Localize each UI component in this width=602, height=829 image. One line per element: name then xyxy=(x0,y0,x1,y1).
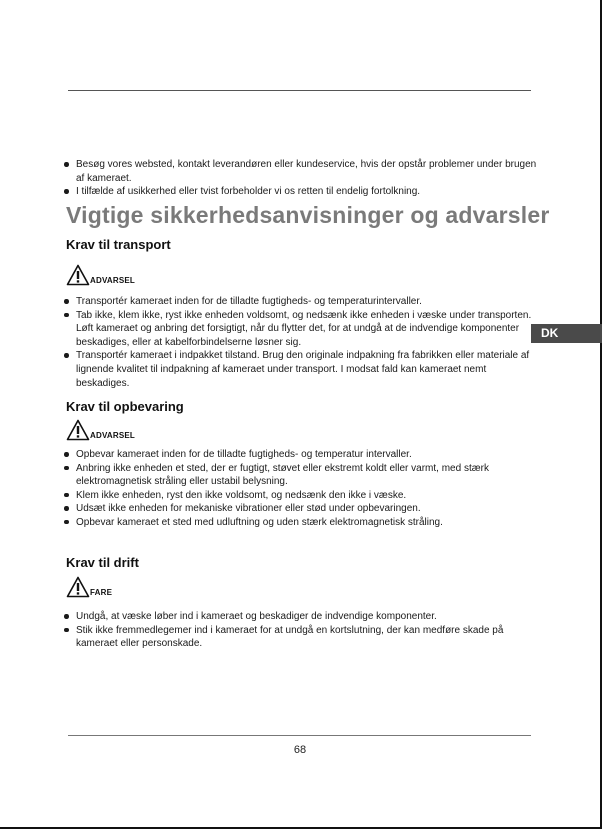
warning-triangle-icon xyxy=(66,419,90,441)
list-item: Opbevar kameraet inden for de tilladte fugtigheds- og temperatur intervaller. xyxy=(62,448,542,462)
warning-banner-operation xyxy=(66,576,112,598)
section-heading-transport: Krav til transport xyxy=(66,237,171,252)
list-item: Transportér kameraet inden for de tilladte fugtigheds- og temperaturintervaller. xyxy=(62,295,542,309)
storage-list xyxy=(62,448,542,530)
list-item: Stik ikke fremmedlegemer ind i kameraet for at undgå en kortslutning, der kan medføre skade på kameraet eller personskade. xyxy=(62,624,542,651)
warning-triangle-icon xyxy=(66,576,90,598)
list-item: Besøg vores websted, kontakt leverandøren eller kundeservice, hvis der opstår problemer under brugen af kameraet. xyxy=(62,158,542,185)
warning-label: ADVARSEL xyxy=(90,276,136,285)
section-heading-storage: Krav til opbevaring xyxy=(66,399,184,414)
list-item: Undgå, at væske løber ind i kameraet og beskadiger de indvendige komponenter. xyxy=(62,610,542,624)
list-item: Udsæt ikke enheden for mekaniske vibrationer eller stød under opbevaringen. xyxy=(62,502,542,516)
list-item: Opbevar kameraet et sted med udluftning og uden stærk elektromagnetisk stråling. xyxy=(62,516,542,530)
warning-label: ADVARSEL xyxy=(90,431,136,440)
bottom-divider xyxy=(68,735,531,736)
transport-list xyxy=(62,295,542,390)
page-title: Vigtige sikkerhedsanvisninger og advarsler xyxy=(66,202,550,228)
intro-list xyxy=(62,158,542,199)
warning-banner-storage xyxy=(66,419,135,441)
language-tab: DK xyxy=(531,324,602,343)
operation-list xyxy=(62,610,542,651)
list-item: Klem ikke enheden, ryst den ikke voldsomt, og nedsænk den ikke i væske. xyxy=(62,489,542,503)
warning-label: FARE xyxy=(90,588,113,597)
list-item: I tilfælde af usikkerhed eller tvist forbeholder vi os retten til endelig fortolkning. xyxy=(62,185,542,199)
warning-triangle-icon xyxy=(66,264,90,286)
top-divider xyxy=(68,90,531,91)
warning-banner-transport xyxy=(66,264,135,286)
list-item: Anbring ikke enheden et sted, der er fugtigt, støvet eller ekstremt koldt eller varmt, med stærk elektromagnetisk stråling eller ustabil belysning. xyxy=(62,462,542,489)
page-number: 68 xyxy=(293,744,307,756)
list-item: Transportér kameraet i indpakket tilstand. Brug den originale indpakning fra fabrikken eller materiale af lignende kvalitet til indpakning af kameraet under transport. I modsat fald kan kameraet nemt beskadiges. xyxy=(62,349,542,390)
section-heading-operation: Krav til drift xyxy=(66,555,139,570)
list-item: Tab ikke, klem ikke, ryst ikke enheden voldsomt, og nedsænk ikke enheden i væske under transporten. Løft kameraet og anbring det forsigtigt, når du flytter det, for at undgå at de indvendige komponenter beskadiges, eller at kabelforbindelserne løsner sig. xyxy=(62,309,542,350)
